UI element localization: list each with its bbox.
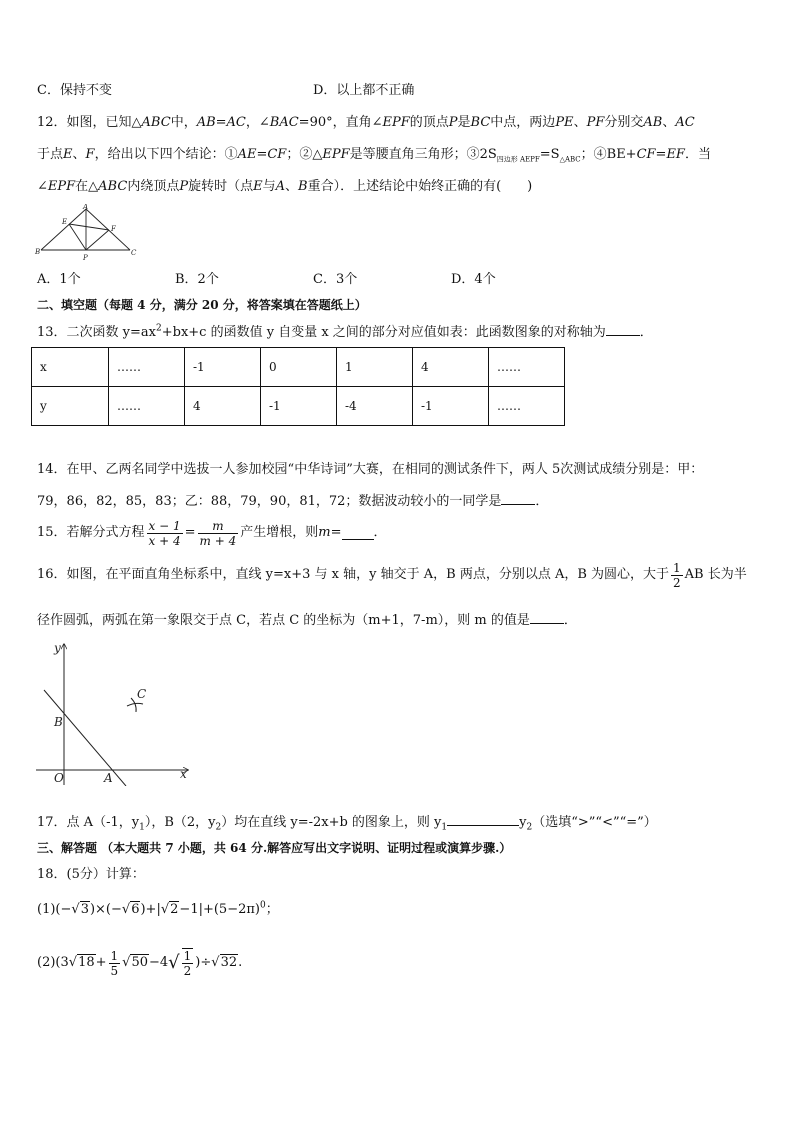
table-row [32,348,565,387]
q16-half-fraction: $\frac{1}{2}$ [673,560,681,590]
segment-pe [69,224,86,250]
q14-answer-blank[interactable] [501,492,535,505]
q12-line-3: ∠EPF在△ABC内绕顶点P旋转时（点E与A、B重合）．上述结论中始终正确的有( ) [37,179,533,194]
table-cell: 4 [185,387,261,426]
q12-option-a: A．1个 [37,272,81,287]
q11-option-c: C．保持不变 [37,83,112,98]
label-c: C [137,687,147,701]
label-e: E [62,218,68,226]
section-2-heading: 二、填空题（每题 4 分，满分 20 分，将答案填在答题纸上） [37,298,367,312]
table-cell: -4 [337,387,413,426]
segment-pf [86,230,109,250]
table-cell: 4 [413,348,489,387]
q18-title: 18．(5分）计算： [37,867,145,882]
label-p: P [83,254,88,262]
q13-text: 13．二次函数 $y=ax^2+bx+c$ 的函数值 y 自变量 x 之间的部分对应值如表：此函数图象的对称轴为 ． [37,323,653,340]
table-cell: -1 [185,348,261,387]
q14-line-2: 79，86，82，85，83；乙：88，79，90，81，72；数据波动较小的一同学是 ． [37,494,549,509]
side-ab [41,209,86,250]
q16-line-2: 径作圆弧，两弧在第一象限交于点 C，若点 C 的坐标为（m+1，7-m），则 m 的值是 ． [37,613,577,628]
q12-line-1: 12．如图，已知△ABC中，AB=AC，∠BAC=90°，直角∠EPF的顶点P是BC中点，两边PE、PF分别交AB、AC [37,115,695,130]
table-cell: -1 [261,387,337,426]
label-b: B [35,248,41,256]
q15-answer-blank[interactable] [342,527,374,540]
section-3-heading: 三、解答题 （本大题共 7 小题，共 64 分.解答应写出文字说明、证明过程或演算步骤.） [37,841,512,855]
q11-option-d: D．以上都不正确 [313,83,415,98]
q12-option-b: B．2个 [175,272,219,287]
label-a: A [104,771,113,785]
label-y: y [54,641,61,655]
q14-line-1: 14．在甲、乙两名同学中选拔一人参加校园“中华诗词”大赛，在相同的测试条件下，两人 5次测试成绩分别是：甲： [37,462,704,477]
table-cell: -1 [413,387,489,426]
arc-1 [131,698,136,712]
label-a: A [83,204,89,211]
q16-coordinate-figure [36,640,196,786]
q16-line-1: 16．如图，在平面直角坐标系中，直线 y=x+3 与 x 轴，y 轴交于 A，B 两点，分别以点 A，B 为圆心，大于 $\frac{1}{2}$ AB 长为半 [37,560,747,590]
q15-fraction-right: $\frac{m}{m + 4}$ [199,518,237,548]
table-cell: …… [109,387,185,426]
label-b: B [54,715,63,729]
q12-line-2: 于点E、F，给出以下四个结论：①AE=CF；②△EPF是等腰直角三角形；$③2S_{四边形 AEPF}=S_{\triangle ABC}$；④BE+CF=EF．当 [37,147,711,164]
q16-answer-blank[interactable] [530,611,564,624]
q12-option-d: D．4个 [451,272,496,287]
q13-answer-blank[interactable] [606,323,640,336]
table-cell: …… [109,348,185,387]
q15-line: 15．若解分式方程 $\frac{x - 1}{x + 4}$ = $\frac{m}{m + 4}$ 产生增根，则m= ． [37,518,387,548]
table-cell: x [32,348,109,387]
q17-line: 17．点 A（-1，$y_1$），B（2，$y_2$）均在直线 y=-2x+b 的图象上，则 $y_1$ $y_2$（选填“>”“<”“=”） [37,815,657,833]
q18-part-2: (2)(3√18+ $\frac{1}{5}$ √50−4√ $\frac{1}{2}$ )÷√32. [37,948,243,978]
q12-triangle-figure [34,204,138,262]
table-cell: y [32,387,109,426]
label-x: x [180,767,187,781]
label-f: F [111,225,116,233]
label-o: O [54,771,64,785]
q17-answer-blank[interactable] [447,813,519,826]
q13-value-table [31,347,565,426]
table-cell: 1 [337,348,413,387]
q12-option-c: C．3个 [313,272,358,287]
q15-fraction-left: $\frac{x - 1}{x + 4}$ [148,518,181,548]
label-c: C [131,249,137,257]
table-cell: …… [489,348,565,387]
table-cell: …… [489,387,565,426]
table-row [32,387,565,426]
q18-part-1: $(1)(-√3)\times(-√6)+|√2-1|+(5-2\pi)^0$； [37,900,279,917]
q18-fraction-one-half: $\frac{1}{2}$ [183,949,192,978]
q18-fraction-one-fifth: $\frac{1}{5}$ [110,948,119,978]
table-cell: 0 [261,348,337,387]
